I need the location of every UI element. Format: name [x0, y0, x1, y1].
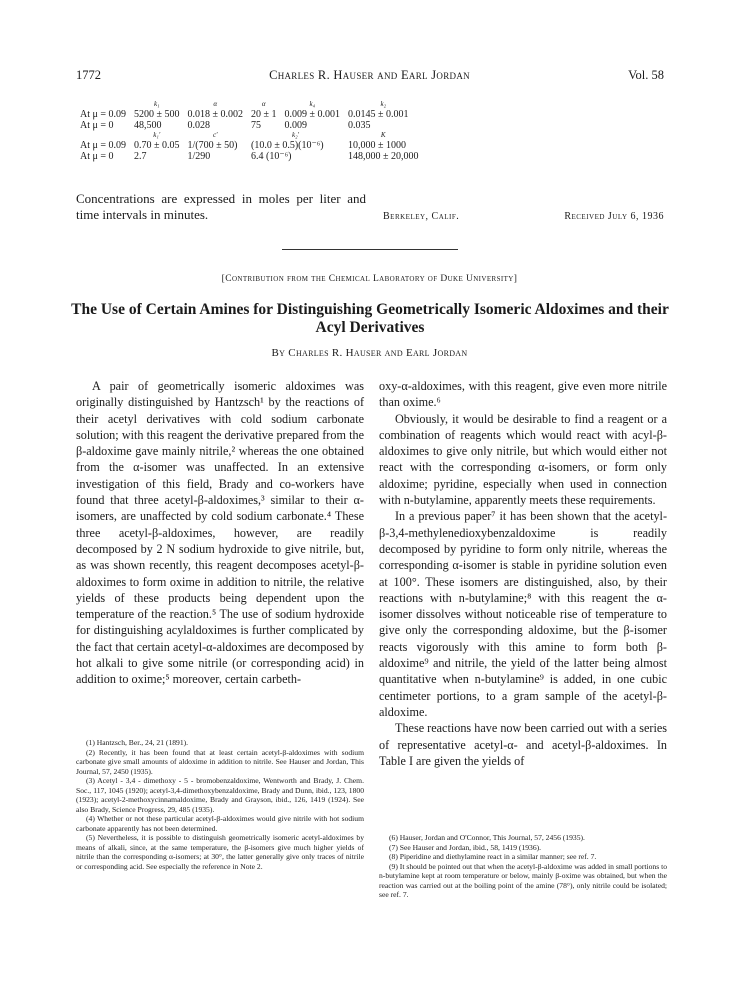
footnote: (6) Hauser, Jordan and O'Connor, This Journal, 57, 2456 (1935). [389, 833, 585, 842]
sym-k2: k₂ [380, 100, 387, 108]
table-cell: 2.7 [134, 151, 147, 162]
table-cell: 0.70 ± 0.05 [134, 140, 180, 151]
sym-k1-prime: k₁′ [153, 131, 161, 139]
paragraph: oxy-α-aldoximes, with this reagent, give even more nitrile than oxime.⁶ [379, 379, 667, 410]
table-row [76, 120, 423, 131]
left-column [76, 378, 364, 688]
table-cell: 0.035 [348, 120, 371, 131]
place-label: Berkeley, Calif. [383, 211, 460, 222]
paragraph: Obviously, it would be desirable to find a reagent or a combination of reagents which would react with acyl-β-aldoximes to give only nitrile, but which would either not react with the corresponding α-isomers, or form only aldoxime; pyridine, especially when used in connection with n-butylamine, apparently meets these requirements. [379, 411, 667, 508]
running-title: Charles R. Hauser and Earl Jordan [269, 68, 470, 82]
volume-label: Vol. 58 [628, 68, 664, 82]
table-cell: 0.0145 ± 0.001 [348, 109, 409, 120]
paragraph: These reactions have now been carried out with a series of representative acetyl-α- and acetyl-β-aldoximes. In Table I are given the yields of [379, 721, 667, 768]
table-cell: At μ = 0.09 [80, 109, 127, 120]
article-title: The Use of Certain Amines for Distinguishing Geometrically Isomeric Aldoximes and their Acyl Derivatives [71, 301, 669, 336]
table-cell: At μ = 0 [80, 151, 114, 162]
table-row [76, 140, 423, 151]
sym-k1: k₁ [153, 100, 160, 108]
table-cell: 148,000 ± 20,000 [348, 151, 419, 162]
sym-K: K [380, 131, 386, 139]
concentration-note: Concentrations are expressed in moles per liter and time intervals in minutes. [76, 191, 366, 222]
byline: By Charles R. Hauser and Earl Jordan [271, 347, 468, 359]
footnote: (9) It should be pointed out that when the acetyl-β-aldoxime was added in small portions to n-butylamine kept at room temperature or below, mainly β-oxime was obtained, but when the reaction was carried out at the boiling point of the amine (78°), only nitrile could be isolated; see ref. 7. [379, 861, 667, 899]
table-cell: 20 ± 1 [251, 109, 277, 120]
footnote: (7) See Hauser and Jordan, ibid., 58, 1419 (1936). [389, 842, 542, 852]
sym-k4: k₄ [309, 100, 316, 108]
table-cell: 6.4 (10⁻⁶) [251, 151, 292, 162]
footnote: (4) Whether or not these particular acetyl-β-aldoximes would give nitrile with hot sodium carbonate apparently has not been determined. [76, 814, 364, 833]
footnotes-right [379, 833, 667, 900]
footnote: (3) Acetyl - 3,4 - dimethoxy - 5 - bromobenzaldoxime, Wentworth and Brady, J. Chem. Soc., 117, 1045 (1920); acetyl-3,4-dimethoxybenzaldoxime, Brady and Dunn, ibid., 123, 1800 (1923); acetyl-2-methoxycinnamaldoxime, Brady and Grayson, ibid., 126, 1419 (1924). See also Brady, Science Progress, 29, 485 (1935). [76, 776, 364, 814]
sym-alpha2: α [261, 100, 266, 108]
table-cell: 1/290 [187, 151, 211, 162]
table-row [76, 109, 423, 120]
footnote: (2) Recently, it has been found that at least certain acetyl-β-aldoximes with sodium carbonate give small amounts of aldoxime in addition to nitrile. See Hauser and Jordan, This Journal, 57, 2450 (1935). [76, 747, 364, 776]
contribution-line: [Contribution from the Chemical Laboratory of Duke University] [221, 274, 518, 284]
page-number: 1772 [76, 68, 101, 82]
right-column [379, 378, 667, 769]
table-cell: 75 [251, 120, 262, 131]
footnote: (1) Hantzsch, Ber., 24, 21 (1891). [86, 738, 189, 747]
sym-k2-prime: k₂′ [291, 131, 300, 139]
footnotes-left [76, 738, 364, 871]
table-cell: At μ = 0 [80, 120, 114, 131]
footnote: (8) Piperidine and diethylamine react in a similar manner; see ref. 7. [389, 852, 597, 861]
table-cell: At μ = 0.09 [80, 140, 127, 151]
table-cell: 1/(700 ± 50) [187, 140, 238, 151]
section-divider [282, 249, 458, 250]
table-cell: 48,500 [134, 120, 162, 131]
paragraph: In a previous paper⁷ it has been shown that the acetyl-β-3,4-methylenedioxybenzaldoxime is readily decomposed by pyridine to form only nitrile, whereas the corresponding α-isomer is stable in pyridine solution even at 100°. These isomers are distinguished, also, by their reactions with n-butylamine;⁸ with this reagent the α-isomer dissolves without noticeable rise of temperature to give only the corresponding aldoxime, but the β-isomer reacts vigorously with this amine to form both β-aldoxime⁹ and nitrile, the yield of the latter being almost quantitative when n-butylamine⁹ is added, in one cubic centimeter portions, to a gram sample of the acetyl-β-aldoxime. [379, 509, 667, 719]
footnote: (5) Nevertheless, it is possible to distinguish geometrically isomeric acetyl-aldoximes by means of alkali, since, at the same temperature, the β-isomers give much higher yields of nitrile than the corresponding α-isomers; at 30°, the latter generally give only traces of nitrile or corresponding acid. See especially the reference in Note 2. [76, 833, 364, 871]
table-cell: 10,000 ± 1000 [348, 140, 407, 151]
table-cell: 0.028 [187, 120, 211, 131]
sym-c-prime: c′ [212, 131, 218, 139]
rate-constant-table [76, 100, 423, 162]
paragraph: A pair of geometrically isomeric aldoximes was originally distinguished by Hantzsch¹ by the reactions of their acetyl derivatives with cold sodium carbonate solution; with this reagent the derivative prepared from the β-aldoxime gave mainly nitrile,² whereas the one obtained from the α-isomer was unaffected. In an extensive investigation of this field, Brady and co-workers have found that three acetyl-β-aldoximes,³ similar to their α-isomers, are unaffected by cold sodium carbonate.⁴ These three acetyl-β-aldoximes, however, are readily decomposed by 2 N sodium hydroxide to give nitrile, but, as was shown recently, this reagent decomposes acetyl-β-aldoximes to form oxime in addition to nitrile, the relative yields of these products being dependent upon the temperature of the reaction.⁵ The use of sodium hydroxide for distinguishing acylaldoximes is further complicated by the fact that certain acetyl-α-aldoximes are decomposed by hot alkali to give some nitrile (or corresponding acid) in addition to oxime;⁵ moreover, certain carbeth- [76, 379, 364, 687]
table-cell: 0.018 ± 0.002 [187, 109, 244, 120]
sym-alpha: α [213, 100, 218, 108]
table-cell: 0.009 [284, 120, 308, 131]
table-cell: (10.0 ± 0.5)(10⁻⁶) [251, 140, 324, 151]
table-cell: 5200 ± 500 [134, 109, 180, 120]
table-row [76, 151, 423, 162]
table-cell: 0.009 ± 0.001 [284, 109, 341, 120]
received-date: Received July 6, 1936 [564, 211, 664, 222]
